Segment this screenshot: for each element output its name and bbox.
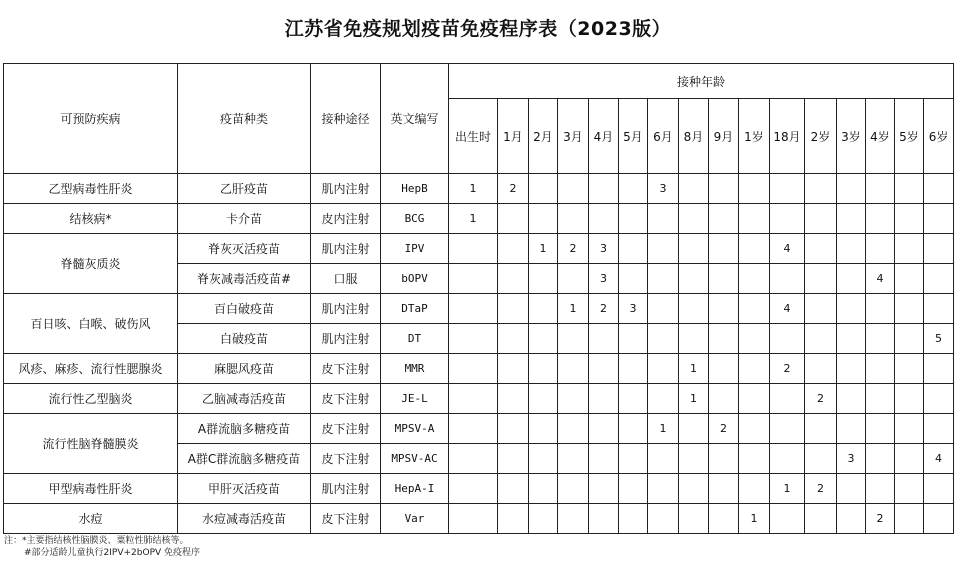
dose-cell	[805, 444, 837, 474]
age-header-cell: 6月	[648, 99, 679, 174]
dose-cell	[895, 504, 924, 534]
dose-cell	[739, 474, 770, 504]
dose-cell	[679, 444, 709, 474]
age-header-cell: 9月	[709, 99, 739, 174]
dose-cell: 3	[619, 294, 648, 324]
dose-cell	[739, 174, 770, 204]
dose-cell	[529, 264, 558, 294]
dose-cell	[619, 204, 648, 234]
dose-cell: 3	[589, 234, 619, 264]
immunization-schedule-table	[3, 63, 954, 534]
age-header-cell: 1月	[498, 99, 529, 174]
dose-cell	[924, 294, 954, 324]
disease-cell: 流行性乙型脑炎	[4, 384, 178, 414]
dose-cell	[679, 474, 709, 504]
dose-cell	[739, 294, 770, 324]
dose-cell	[558, 324, 589, 354]
dose-cell	[866, 174, 895, 204]
dose-cell	[558, 444, 589, 474]
dose-cell	[498, 444, 529, 474]
dose-cell: 3	[648, 174, 679, 204]
abbr-cell: BCG	[381, 204, 449, 234]
dose-cell	[924, 504, 954, 534]
dose-cell	[805, 264, 837, 294]
dose-cell	[529, 354, 558, 384]
vaccine-cell: 卡介苗	[178, 204, 311, 234]
dose-cell: 2	[709, 414, 739, 444]
dose-cell	[709, 264, 739, 294]
dose-cell	[498, 474, 529, 504]
dose-cell	[679, 204, 709, 234]
dose-cell	[837, 384, 866, 414]
dose-cell	[866, 474, 895, 504]
route-cell: 口服	[311, 264, 381, 294]
dose-cell	[619, 444, 648, 474]
dose-cell	[529, 504, 558, 534]
dose-cell	[866, 384, 895, 414]
dose-cell: 1	[558, 294, 589, 324]
disease-cell: 乙型病毒性肝炎	[4, 174, 178, 204]
footnote-2: #部分适龄儿童执行2IPV+2bOPV 免疫程序	[24, 548, 201, 558]
table-row	[4, 414, 954, 444]
vaccine-cell: 麻腮风疫苗	[178, 354, 311, 384]
dose-cell	[709, 204, 739, 234]
dose-cell	[805, 354, 837, 384]
route-cell: 皮下注射	[311, 384, 381, 414]
dose-cell	[770, 504, 805, 534]
dose-cell	[589, 174, 619, 204]
route-cell: 皮下注射	[311, 414, 381, 444]
age-header-cell: 3岁	[837, 99, 866, 174]
dose-cell	[529, 414, 558, 444]
dose-cell	[709, 324, 739, 354]
dose-cell	[589, 504, 619, 534]
dose-cell	[498, 504, 529, 534]
dose-cell	[709, 474, 739, 504]
dose-cell	[837, 234, 866, 264]
dose-cell	[449, 444, 498, 474]
dose-cell	[805, 174, 837, 204]
table-row	[4, 174, 954, 204]
dose-cell	[770, 444, 805, 474]
dose-cell	[648, 294, 679, 324]
abbr-cell: HepA-I	[381, 474, 449, 504]
dose-cell	[709, 354, 739, 384]
dose-cell: 4	[770, 294, 805, 324]
dose-cell: 1	[679, 384, 709, 414]
dose-cell	[866, 354, 895, 384]
dose-cell	[558, 474, 589, 504]
dose-cell	[679, 294, 709, 324]
dose-cell	[558, 174, 589, 204]
dose-cell	[895, 234, 924, 264]
dose-cell	[770, 414, 805, 444]
dose-cell	[589, 204, 619, 234]
dose-cell	[589, 324, 619, 354]
route-cell: 皮内注射	[311, 204, 381, 234]
disease-cell: 甲型病毒性肝炎	[4, 474, 178, 504]
dose-cell	[924, 474, 954, 504]
table-row	[4, 294, 954, 324]
abbr-cell: MPSV-AC	[381, 444, 449, 474]
dose-cell	[895, 444, 924, 474]
dose-cell	[924, 414, 954, 444]
abbr-cell: DT	[381, 324, 449, 354]
dose-cell	[529, 444, 558, 474]
dose-cell	[739, 384, 770, 414]
dose-cell	[837, 414, 866, 444]
dose-cell	[619, 264, 648, 294]
disease-cell: 水痘	[4, 504, 178, 534]
dose-cell	[924, 174, 954, 204]
dose-cell	[648, 354, 679, 384]
dose-cell	[558, 504, 589, 534]
dose-cell	[924, 264, 954, 294]
dose-cell	[805, 324, 837, 354]
vaccine-cell: 白破疫苗	[178, 324, 311, 354]
dose-cell	[739, 414, 770, 444]
vaccine-cell: 乙肝疫苗	[178, 174, 311, 204]
dose-cell	[449, 354, 498, 384]
dose-cell	[866, 324, 895, 354]
dose-cell	[837, 504, 866, 534]
dose-cell	[837, 294, 866, 324]
dose-cell	[709, 174, 739, 204]
dose-cell	[770, 264, 805, 294]
dose-cell	[558, 414, 589, 444]
age-header-cell: 5月	[619, 99, 648, 174]
dose-cell	[619, 414, 648, 444]
disease-cell: 百日咳、白喉、破伤风	[4, 294, 178, 354]
dose-cell	[498, 354, 529, 384]
dose-cell	[866, 414, 895, 444]
abbr-cell: IPV	[381, 234, 449, 264]
header-disease: 可预防疾病	[4, 64, 178, 174]
dose-cell: 1	[679, 354, 709, 384]
dose-cell	[679, 324, 709, 354]
dose-cell	[449, 414, 498, 444]
dose-cell	[895, 414, 924, 444]
dose-cell: 1	[529, 234, 558, 264]
dose-cell	[895, 174, 924, 204]
header-route: 接种途径	[311, 64, 381, 174]
dose-cell	[895, 384, 924, 414]
dose-cell	[619, 384, 648, 414]
dose-cell: 4	[924, 444, 954, 474]
dose-cell: 2	[589, 294, 619, 324]
dose-cell	[709, 444, 739, 474]
route-cell: 皮下注射	[311, 504, 381, 534]
table-row	[4, 504, 954, 534]
header-vaccine: 疫苗种类	[178, 64, 311, 174]
dose-cell	[924, 234, 954, 264]
dose-cell: 3	[837, 444, 866, 474]
age-header-cell: 8月	[679, 99, 709, 174]
disease-cell: 结核病*	[4, 204, 178, 234]
dose-cell	[619, 474, 648, 504]
dose-cell	[805, 204, 837, 234]
dose-cell	[770, 324, 805, 354]
dose-cell	[739, 264, 770, 294]
dose-cell	[529, 384, 558, 414]
dose-cell	[866, 444, 895, 474]
dose-cell	[498, 324, 529, 354]
dose-cell	[895, 204, 924, 234]
dose-cell	[589, 444, 619, 474]
dose-cell	[709, 384, 739, 414]
dose-cell	[558, 204, 589, 234]
dose-cell	[895, 324, 924, 354]
age-header-cell: 4岁	[866, 99, 895, 174]
vaccine-cell: 百白破疫苗	[178, 294, 311, 324]
disease-cell: 风疹、麻疹、流行性腮腺炎	[4, 354, 178, 384]
dose-cell	[498, 234, 529, 264]
dose-cell	[770, 384, 805, 414]
dose-cell	[895, 474, 924, 504]
dose-cell	[739, 204, 770, 234]
age-header-cell: 18月	[770, 99, 805, 174]
dose-cell	[619, 354, 648, 384]
dose-cell	[679, 414, 709, 444]
vaccine-cell: 乙脑减毒活疫苗	[178, 384, 311, 414]
dose-cell: 3	[589, 264, 619, 294]
age-header-cell: 3月	[558, 99, 589, 174]
footnote-1: 注：*主要指结核性脑膜炎、粟粒性肺结核等。	[4, 536, 189, 546]
vaccine-cell: 水痘减毒活疫苗	[178, 504, 311, 534]
dose-cell	[449, 294, 498, 324]
dose-cell	[648, 234, 679, 264]
dose-cell	[895, 264, 924, 294]
age-header-cell: 2岁	[805, 99, 837, 174]
dose-cell	[498, 414, 529, 444]
dose-cell	[589, 354, 619, 384]
dose-cell	[529, 324, 558, 354]
dose-cell	[498, 264, 529, 294]
route-cell: 肌内注射	[311, 234, 381, 264]
dose-cell	[805, 234, 837, 264]
dose-cell	[709, 294, 739, 324]
dose-cell	[619, 324, 648, 354]
vaccine-cell: 脊灰减毒活疫苗#	[178, 264, 311, 294]
dose-cell	[805, 504, 837, 534]
dose-cell: 1	[739, 504, 770, 534]
dose-cell	[770, 174, 805, 204]
dose-cell: 1	[770, 474, 805, 504]
dose-cell	[648, 204, 679, 234]
vaccine-cell: A群C群流脑多糖疫苗	[178, 444, 311, 474]
dose-cell	[648, 324, 679, 354]
dose-cell	[529, 474, 558, 504]
dose-cell: 5	[924, 324, 954, 354]
dose-cell	[837, 324, 866, 354]
dose-cell	[866, 204, 895, 234]
age-header-cell: 4月	[589, 99, 619, 174]
age-header-cell: 5岁	[895, 99, 924, 174]
dose-cell	[558, 264, 589, 294]
dose-cell: 2	[770, 354, 805, 384]
vaccine-cell: 甲肝灭活疫苗	[178, 474, 311, 504]
dose-cell	[805, 414, 837, 444]
dose-cell	[895, 294, 924, 324]
route-cell: 肌内注射	[311, 474, 381, 504]
dose-cell	[739, 324, 770, 354]
dose-cell	[449, 264, 498, 294]
dose-cell: 4	[770, 234, 805, 264]
dose-cell	[449, 234, 498, 264]
dose-cell: 2	[498, 174, 529, 204]
header-age-group: 接种年龄	[449, 64, 954, 99]
abbr-cell: MPSV-A	[381, 414, 449, 444]
dose-cell	[498, 384, 529, 414]
dose-cell	[805, 294, 837, 324]
dose-cell	[529, 174, 558, 204]
dose-cell: 1	[449, 174, 498, 204]
dose-cell	[449, 504, 498, 534]
dose-cell	[679, 234, 709, 264]
table-row	[4, 384, 954, 414]
page-title: 江苏省免疫规划疫苗免疫程序表（2023版）	[284, 18, 672, 40]
dose-cell	[648, 444, 679, 474]
dose-cell	[679, 504, 709, 534]
abbr-cell: Var	[381, 504, 449, 534]
dose-cell	[498, 204, 529, 234]
dose-cell	[739, 234, 770, 264]
dose-cell	[770, 204, 805, 234]
header-abbr: 英文编写	[381, 64, 449, 174]
vaccine-cell: 脊灰灭活疫苗	[178, 234, 311, 264]
dose-cell	[558, 354, 589, 384]
disease-cell: 流行性脑脊髓膜炎	[4, 414, 178, 474]
vaccine-cell: A群流脑多糖疫苗	[178, 414, 311, 444]
age-header-cell: 1岁	[739, 99, 770, 174]
dose-cell: 1	[449, 204, 498, 234]
dose-cell	[449, 384, 498, 414]
dose-cell	[866, 234, 895, 264]
dose-cell: 2	[805, 474, 837, 504]
dose-cell	[739, 444, 770, 474]
dose-cell	[679, 264, 709, 294]
route-cell: 肌内注射	[311, 294, 381, 324]
dose-cell	[837, 264, 866, 294]
dose-cell: 2	[558, 234, 589, 264]
dose-cell: 2	[805, 384, 837, 414]
table-row	[4, 234, 954, 264]
age-header-cell: 2月	[529, 99, 558, 174]
dose-cell	[498, 294, 529, 324]
dose-cell	[529, 204, 558, 234]
route-cell: 肌内注射	[311, 324, 381, 354]
dose-cell	[449, 324, 498, 354]
dose-cell	[648, 504, 679, 534]
dose-cell	[589, 414, 619, 444]
dose-cell	[837, 354, 866, 384]
table-row	[4, 354, 954, 384]
dose-cell	[589, 384, 619, 414]
dose-cell	[449, 474, 498, 504]
abbr-cell: JE-L	[381, 384, 449, 414]
disease-cell: 脊髓灰质炎	[4, 234, 178, 294]
dose-cell	[648, 384, 679, 414]
route-cell: 皮下注射	[311, 354, 381, 384]
dose-cell	[924, 384, 954, 414]
dose-cell: 4	[866, 264, 895, 294]
dose-cell	[895, 354, 924, 384]
abbr-cell: DTaP	[381, 294, 449, 324]
dose-cell	[837, 474, 866, 504]
dose-cell	[619, 504, 648, 534]
dose-cell	[837, 204, 866, 234]
dose-cell	[648, 474, 679, 504]
age-header-cell: 出生时	[449, 99, 498, 174]
dose-cell: 1	[648, 414, 679, 444]
abbr-cell: bOPV	[381, 264, 449, 294]
abbr-cell: HepB	[381, 174, 449, 204]
dose-cell: 2	[866, 504, 895, 534]
table-row	[4, 204, 954, 234]
age-header-cell: 6岁	[924, 99, 954, 174]
dose-cell	[866, 294, 895, 324]
route-cell: 肌内注射	[311, 174, 381, 204]
route-cell: 皮下注射	[311, 444, 381, 474]
dose-cell	[558, 384, 589, 414]
dose-cell	[619, 234, 648, 264]
dose-cell	[589, 474, 619, 504]
dose-cell	[924, 354, 954, 384]
dose-cell	[739, 354, 770, 384]
dose-cell	[837, 174, 866, 204]
table-row	[4, 474, 954, 504]
dose-cell	[709, 504, 739, 534]
dose-cell	[924, 204, 954, 234]
dose-cell	[648, 264, 679, 294]
dose-cell	[679, 174, 709, 204]
dose-cell	[709, 234, 739, 264]
dose-cell	[619, 174, 648, 204]
dose-cell	[529, 294, 558, 324]
abbr-cell: MMR	[381, 354, 449, 384]
